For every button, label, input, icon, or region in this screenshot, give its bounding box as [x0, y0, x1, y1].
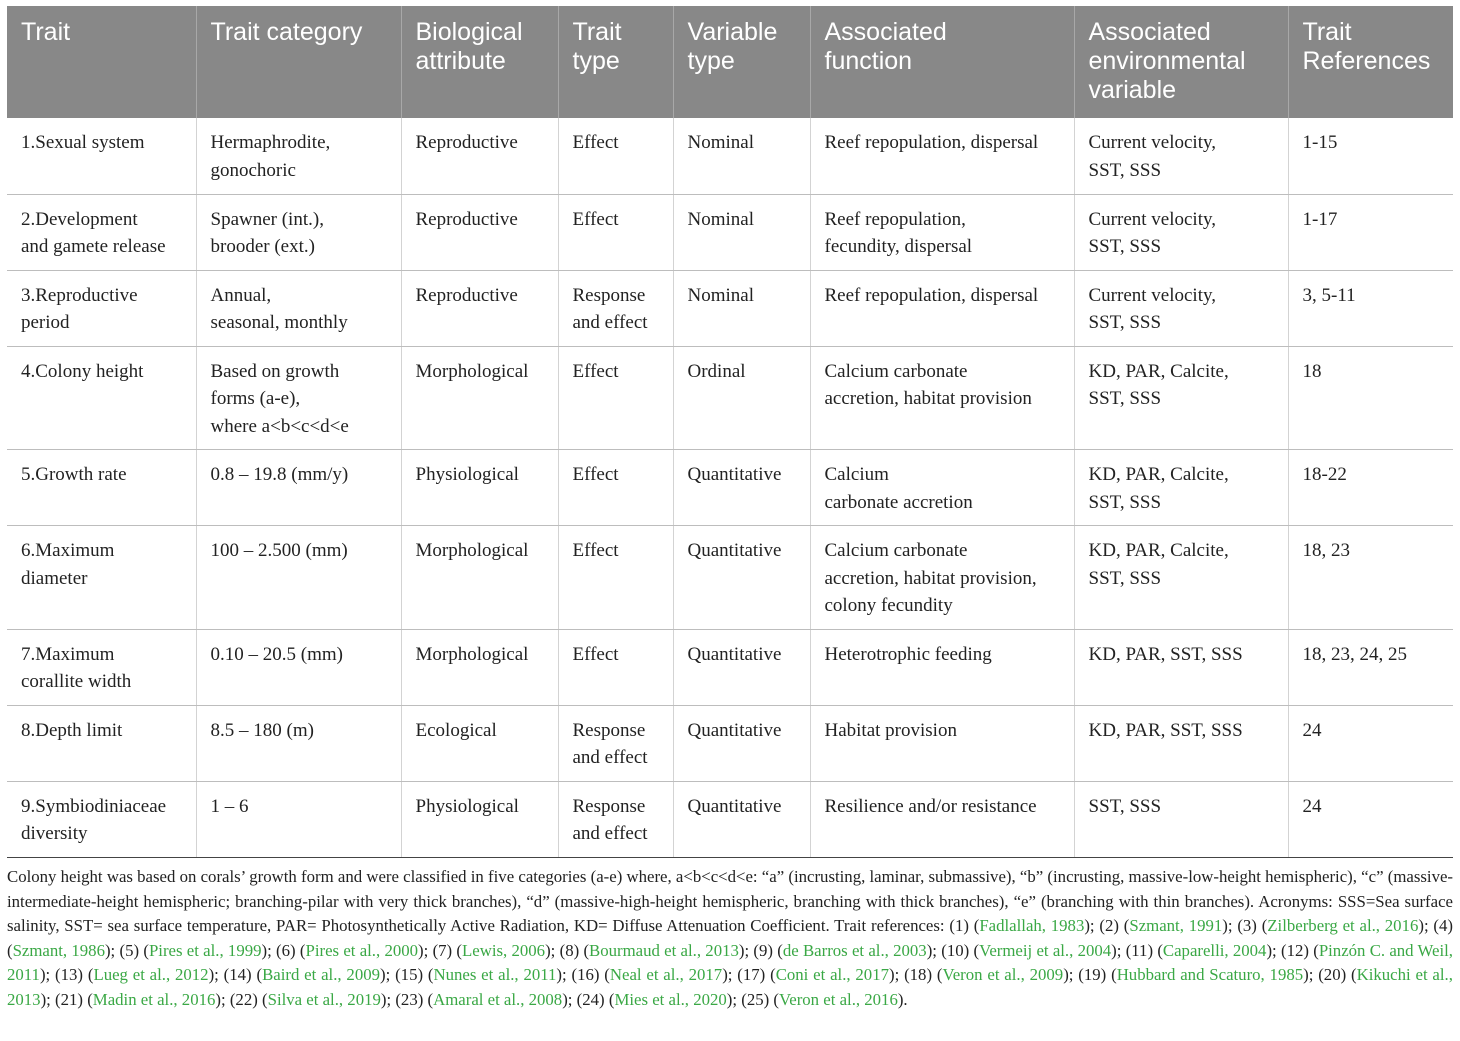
column-header: [7, 6, 196, 118]
table-cell: [196, 781, 401, 857]
table-cell-line: Morphological: [415, 643, 529, 665]
table-cell-line: and effect: [572, 312, 648, 333]
reference-number: (23): [395, 989, 424, 1009]
traits-table: [7, 6, 1453, 858]
table-cell-line: 7.Maximum: [21, 643, 115, 665]
reference-citation-link[interactable]: Pires et al., 1999: [148, 940, 262, 960]
column-header: [1288, 6, 1453, 118]
reference-number: (3): [1237, 916, 1257, 936]
reference-citation-link[interactable]: Vermeij et al., 2004: [979, 940, 1112, 960]
table-cell: [810, 194, 1074, 270]
table-cell-line: Physiological: [415, 795, 519, 817]
table-cell: [401, 629, 558, 705]
table-cell: [1074, 781, 1288, 857]
reference-citation-link[interactable]: Neal et al., 2017: [609, 965, 723, 985]
reference-citation-link[interactable]: Pinzón C. and Weil, 2011: [7, 940, 1454, 985]
table-cell-line: SST, SSS: [1088, 388, 1162, 409]
table-row: [7, 629, 1453, 705]
table-cell-line: forms (a-e),: [210, 388, 301, 409]
table-row: [7, 194, 1453, 270]
table-header: [7, 6, 1453, 118]
column-header: [673, 6, 810, 118]
table-cell-line: Quantitative: [687, 719, 782, 741]
table-cell-line: 18: [1302, 360, 1322, 382]
table-cell-line: SST, SSS: [1088, 312, 1162, 333]
table-cell-line: 0.10 – 20.5 (mm): [210, 643, 343, 665]
column-header-line: Trait: [572, 18, 622, 46]
table-cell: [810, 346, 1074, 450]
table-cell-line: gonochoric: [210, 159, 296, 181]
table-cell: [673, 705, 810, 781]
table-cell-line: KD, PAR, Calcite,: [1088, 360, 1229, 382]
reference-number: (21): [55, 989, 83, 1009]
table-row: [7, 270, 1453, 346]
reference-citation-link[interactable]: Bourmaud et al., 2013: [589, 940, 739, 960]
reference-number: (11): [1125, 940, 1154, 960]
reference-citation-link[interactable]: Silva et al., 2019: [267, 989, 381, 1009]
reference-citation-link[interactable]: Mies et al., 2020: [614, 989, 727, 1009]
table-cell-line: Effect: [572, 208, 619, 230]
reference-citation-link[interactable]: Caparelli, 2004: [1162, 940, 1267, 960]
table-cell: [7, 526, 196, 630]
table-cell-line: Response: [572, 795, 646, 817]
table-cell-line: Nominal: [687, 284, 754, 306]
column-header: [196, 6, 401, 118]
reference-citation-link[interactable]: Amaral et al., 2008: [433, 989, 563, 1009]
table-cell-line: Morphological: [415, 360, 529, 382]
reference-number: (18): [904, 965, 933, 985]
table-cell-line: Quantitative: [687, 643, 782, 665]
table-cell: [673, 194, 810, 270]
table-cell: [196, 450, 401, 526]
table-cell-line: diameter: [21, 567, 88, 589]
table-cell: [558, 629, 673, 705]
reference-citation-link[interactable]: Baird et al., 2009: [262, 965, 380, 985]
reference-number: (13): [55, 965, 84, 985]
table-cell: [7, 705, 196, 781]
table-cell-line: 1 – 6: [210, 795, 249, 817]
table-cell-line: Calcium carbonate: [824, 540, 968, 561]
table-footnote: [7, 865, 1453, 1013]
reference-number: (19): [1078, 965, 1107, 985]
column-header: [810, 6, 1074, 118]
column-header-line: References: [1302, 47, 1431, 75]
reference-citation-link[interactable]: Coni et al., 2017: [775, 965, 889, 985]
table-cell: [7, 118, 196, 194]
table-cell: [810, 705, 1074, 781]
table-cell-line: 18, 23, 24, 25: [1302, 643, 1407, 665]
reference-citation-link[interactable]: Lueg et al., 2012: [93, 965, 209, 985]
table-cell: [1288, 194, 1453, 270]
reference-number: (25): [741, 989, 770, 1009]
table-cell-line: accretion, habitat provision,: [824, 567, 1037, 589]
reference-number: (10): [941, 940, 970, 960]
reference-citation-link[interactable]: Nunes et al., 2011: [433, 965, 557, 985]
table-cell: [673, 629, 810, 705]
table-cell-line: Current velocity,: [1088, 284, 1217, 306]
reference-number: (17): [737, 965, 766, 985]
table-cell-line: Resilience and/or resistance: [824, 795, 1037, 817]
table-cell-line: Physiological: [415, 464, 519, 485]
reference-number: (12): [1280, 940, 1309, 960]
table-cell: [401, 270, 558, 346]
reference-number: (20): [1318, 965, 1347, 985]
table-cell: [810, 629, 1074, 705]
table-cell-line: Reef repopulation, dispersal: [824, 284, 1039, 306]
table-cell-line: 24: [1302, 795, 1322, 817]
table-row: [7, 450, 1453, 526]
table-cell: [673, 270, 810, 346]
table-cell-line: Nominal: [687, 132, 754, 153]
table-body: [7, 118, 1453, 857]
table-cell-line: Calcium carbonate: [824, 360, 968, 382]
table-cell: [1288, 450, 1453, 526]
column-header: [401, 6, 558, 118]
table-cell: [810, 270, 1074, 346]
reference-citation-link[interactable]: de Barros et al., 2003: [782, 940, 927, 960]
table-row: [7, 781, 1453, 857]
table-cell-line: 3, 5-11: [1302, 284, 1356, 306]
table-cell-line: 0.8 – 19.8 (mm/y): [210, 464, 349, 485]
table-cell-line: brooder (ext.): [210, 236, 315, 257]
column-header-line: Biological: [415, 18, 523, 46]
table-cell: [401, 194, 558, 270]
table-cell-line: Effect: [572, 464, 619, 485]
table-cell-line: 100 – 2.500 (mm): [210, 540, 348, 561]
table-cell-line: where a<b<c<d<e: [210, 415, 349, 437]
table-cell: [673, 346, 810, 450]
reference-citation-link[interactable]: Szmant, 1986: [12, 940, 105, 960]
table-cell: [401, 118, 558, 194]
table-cell-line: Ordinal: [687, 360, 746, 382]
table-cell: [1074, 118, 1288, 194]
table-cell: [196, 629, 401, 705]
table-cell: [196, 194, 401, 270]
table-cell: [558, 346, 673, 450]
table-cell: [1074, 194, 1288, 270]
table-cell-line: Effect: [572, 643, 619, 665]
table-cell-line: KD, PAR, Calcite,: [1088, 540, 1229, 561]
table-cell: [7, 346, 196, 450]
column-header-line: Associated: [824, 18, 947, 46]
column-header-line: Associated: [1088, 18, 1211, 46]
reference-number: (14): [223, 965, 252, 985]
reference-citation-link[interactable]: Szmant, 1991: [1129, 916, 1223, 936]
table-cell: [1288, 705, 1453, 781]
table-row: [7, 526, 1453, 630]
table-cell: [1288, 629, 1453, 705]
table-cell: [7, 270, 196, 346]
table-cell: [673, 526, 810, 630]
column-header-line: variable: [1088, 76, 1177, 104]
table-cell-line: Hermaphrodite,: [210, 132, 331, 153]
table-cell-line: KD, PAR, SST, SSS: [1088, 643, 1243, 665]
table-cell-line: Spawner (int.),: [210, 208, 324, 230]
table-cell-line: and effect: [572, 747, 648, 768]
table-cell: [401, 450, 558, 526]
table-cell: [196, 526, 401, 630]
reference-citation-link[interactable]: Zilberberg et al., 2016: [1267, 916, 1419, 936]
table-cell-line: SST, SSS: [1088, 567, 1162, 589]
table-cell: [558, 118, 673, 194]
reference-number: (9): [753, 940, 773, 960]
table-cell: [558, 194, 673, 270]
table-cell-line: Annual,: [210, 284, 272, 306]
table-cell: [558, 270, 673, 346]
table-cell-line: 6.Maximum: [21, 540, 115, 561]
table-cell-line: Effect: [572, 360, 619, 382]
table-cell-line: 4.Colony height: [21, 360, 144, 382]
reference-number: (22): [229, 989, 258, 1009]
reference-citation-link[interactable]: Pires et al., 2000: [305, 940, 419, 960]
table-cell-line: Reproductive: [415, 284, 518, 306]
table-cell-line: period: [21, 312, 70, 333]
table-cell: [558, 781, 673, 857]
table-cell-line: Heterotrophic feeding: [824, 643, 992, 665]
table-cell: [558, 705, 673, 781]
table-cell: [401, 346, 558, 450]
table-cell: [558, 450, 673, 526]
table-cell: [7, 450, 196, 526]
table-cell-line: SST, SSS: [1088, 491, 1162, 513]
table-cell: [1074, 346, 1288, 450]
table-cell-line: Quantitative: [687, 540, 782, 561]
table-cell: [673, 118, 810, 194]
table-row: [7, 118, 1453, 194]
header-row: [7, 6, 1453, 118]
table-cell-line: 8.5 – 180 (m): [210, 719, 314, 741]
table-cell-line: 2.Development: [21, 208, 138, 230]
reference-citation-link[interactable]: Madin et al., 2016: [92, 989, 216, 1009]
table-cell: [401, 526, 558, 630]
table-cell-line: carbonate accretion: [824, 491, 973, 513]
reference-number: (6): [276, 940, 296, 960]
reference-citation-link[interactable]: Fadlallah, 1983: [979, 916, 1085, 936]
table-cell-line: diversity: [21, 823, 88, 844]
table-cell-line: SST, SSS: [1088, 159, 1162, 181]
table-cell-line: Calcium: [824, 464, 889, 485]
table-cell: [1288, 118, 1453, 194]
table-cell-line: Reef repopulation,: [824, 208, 966, 230]
reference-number: (2): [1099, 916, 1119, 936]
table-cell: [7, 781, 196, 857]
table-cell: [810, 118, 1074, 194]
column-header-line: attribute: [415, 47, 506, 75]
table-cell: [1288, 781, 1453, 857]
column-header-line: Trait category: [210, 18, 363, 46]
column-header-line: Trait: [21, 18, 71, 46]
reference-citation-link[interactable]: Veron et al., 2016: [779, 989, 898, 1009]
table-cell: [810, 781, 1074, 857]
table-cell-line: SST, SSS: [1088, 795, 1162, 817]
reference-citation-link[interactable]: Hubbard and Scaturo, 1985: [1116, 965, 1304, 985]
table-cell-line: 1.Sexual system: [21, 132, 145, 153]
reference-number: (8): [559, 940, 580, 960]
table-cell-line: and gamete release: [21, 236, 166, 257]
table-cell: [673, 450, 810, 526]
table-row: [7, 705, 1453, 781]
table-cell: [196, 118, 401, 194]
table-cell: [1074, 629, 1288, 705]
reference-number: (15): [395, 965, 424, 985]
table-cell-line: 24: [1302, 719, 1322, 741]
table-cell: [1288, 526, 1453, 630]
table-cell: [1074, 270, 1288, 346]
table-cell-line: 3.Reproductive: [21, 284, 138, 306]
table-cell-line: Current velocity,: [1088, 132, 1217, 153]
reference-citation-link[interactable]: Veron et al., 2009: [942, 965, 1064, 985]
table-cell-line: Response: [572, 719, 646, 741]
table-cell-line: 1-15: [1302, 132, 1338, 153]
table-cell-line: KD, PAR, SST, SSS: [1088, 719, 1243, 741]
table-row: [7, 346, 1453, 450]
table-cell-line: Based on growth: [210, 360, 340, 382]
reference-number: (7): [432, 940, 453, 960]
table-cell: [196, 705, 401, 781]
traits-table-wrapper: [7, 6, 1453, 858]
reference-number: (5): [119, 940, 140, 960]
table-cell-line: accretion, habitat provision: [824, 388, 1032, 409]
table-cell-line: Effect: [572, 540, 619, 561]
footnote-intro: Colony height was based on corals’ growth form and were classified in five categories (a-e) where, a<b<c<d<e: “a” (incrusting, laminar, submassive), “b” (incrusting, massive-low-height hemispheric), “c” (massive-intermediate-height hemispheric; branching-pilar with very thick branches), “d” (massive-high-height hemispheric, branching with thick branches), “e” (branching with thin branches). Acronyms: SSS=Sea surface salinity, SST= sea surface temperature, PAR= Photosynthetically Active Radiation, KD= Diffuse Attenuation Coefficient. Trait references:: [7, 867, 1453, 936]
table-cell: [7, 629, 196, 705]
table-cell-line: Reproductive: [415, 208, 518, 230]
table-cell-line: Reef repopulation, dispersal: [824, 132, 1039, 153]
table-cell-line: corallite width: [21, 671, 132, 692]
table-cell-line: Reproductive: [415, 132, 518, 153]
table-cell-line: Morphological: [415, 540, 529, 561]
table-cell-line: seasonal, monthly: [210, 312, 348, 333]
table-cell: [196, 270, 401, 346]
column-header: [1074, 6, 1288, 118]
table-cell-line: 8.Depth limit: [21, 719, 123, 741]
table-cell-line: 5.Growth rate: [21, 464, 127, 485]
table-cell-line: Quantitative: [687, 795, 782, 817]
column-header: [558, 6, 673, 118]
table-cell-line: fecundity, dispersal: [824, 236, 973, 257]
reference-number: (24): [576, 989, 605, 1009]
table-cell-line: Response: [572, 284, 646, 306]
table-cell: [7, 194, 196, 270]
column-header-line: environmental: [1088, 47, 1246, 75]
table-cell-line: Current velocity,: [1088, 208, 1217, 230]
reference-number: (16): [571, 965, 600, 985]
table-cell: [1074, 526, 1288, 630]
table-cell: [558, 526, 673, 630]
column-header-line: Trait: [1302, 18, 1352, 46]
table-cell-line: KD, PAR, Calcite,: [1088, 464, 1229, 485]
table-cell-line: 18, 23: [1302, 540, 1350, 561]
reference-number: (4): [1433, 916, 1453, 936]
table-cell: [196, 346, 401, 450]
reference-citation-link[interactable]: Kikuchi et al., 2013: [7, 965, 1453, 1009]
footnote-references: (1) (Fadlallah, 1983); (2) (Szmant, 1991); (3) (Zilberberg et al., 2016); (4) (Szmant, 1986); (5) (Pires et al., 1999); (6) (Pires et al., 2000); (7) (Lewis, 2006); (8) (Bourmaud et al., 2013); (9) (de Barros et al., 2003); (10) (Vermeij et al., 2004); (11) (Caparelli, 2004); (12) (Pinzón C. and Weil, 2011); (13) (Lueg et al., 2012); (14) (Baird et al., 2009); (15) (Nunes et al., 2011); (16) (Neal et al., 2017); (17) (Coni et al., 2017); (18) (Veron et al., 2009); (19) (Hubbard and Scaturo, 1985); (20) (Kikuchi et al., 2013); (21) (Madin et al., 2016); (22) (Silva et al., 2019); (23) (Amaral et al., 2008); (24) (Mies et al., 2020); (25) (Veron et al., 2016).: [7, 916, 1454, 1009]
table-cell: [401, 781, 558, 857]
table-cell-line: 9.Symbiodiniaceae: [21, 795, 167, 817]
column-header-line: type: [572, 47, 620, 75]
table-cell-line: Effect: [572, 132, 619, 153]
table-cell-line: Ecological: [415, 719, 497, 741]
column-header-line: function: [824, 47, 913, 75]
column-header-line: type: [687, 47, 735, 75]
table-cell-line: SST, SSS: [1088, 236, 1162, 257]
table-cell: [401, 705, 558, 781]
table-cell-line: Quantitative: [687, 464, 782, 485]
table-cell-line: Nominal: [687, 208, 754, 230]
reference-number: (1): [949, 916, 969, 936]
table-cell: [810, 450, 1074, 526]
table-cell-line: Habitat provision: [824, 719, 957, 741]
reference-citation-link[interactable]: Lewis, 2006: [462, 940, 546, 960]
table-cell: [673, 781, 810, 857]
table-cell: [810, 526, 1074, 630]
table-cell-line: 18-22: [1302, 464, 1347, 485]
table-cell: [1288, 270, 1453, 346]
table-cell: [1288, 346, 1453, 450]
table-cell: [1074, 450, 1288, 526]
column-header-line: Variable: [687, 18, 778, 46]
table-cell-line: colony fecundity: [824, 595, 953, 616]
table-cell-line: 1-17: [1302, 208, 1338, 230]
table-cell: [1074, 705, 1288, 781]
table-cell-line: and effect: [572, 823, 648, 844]
